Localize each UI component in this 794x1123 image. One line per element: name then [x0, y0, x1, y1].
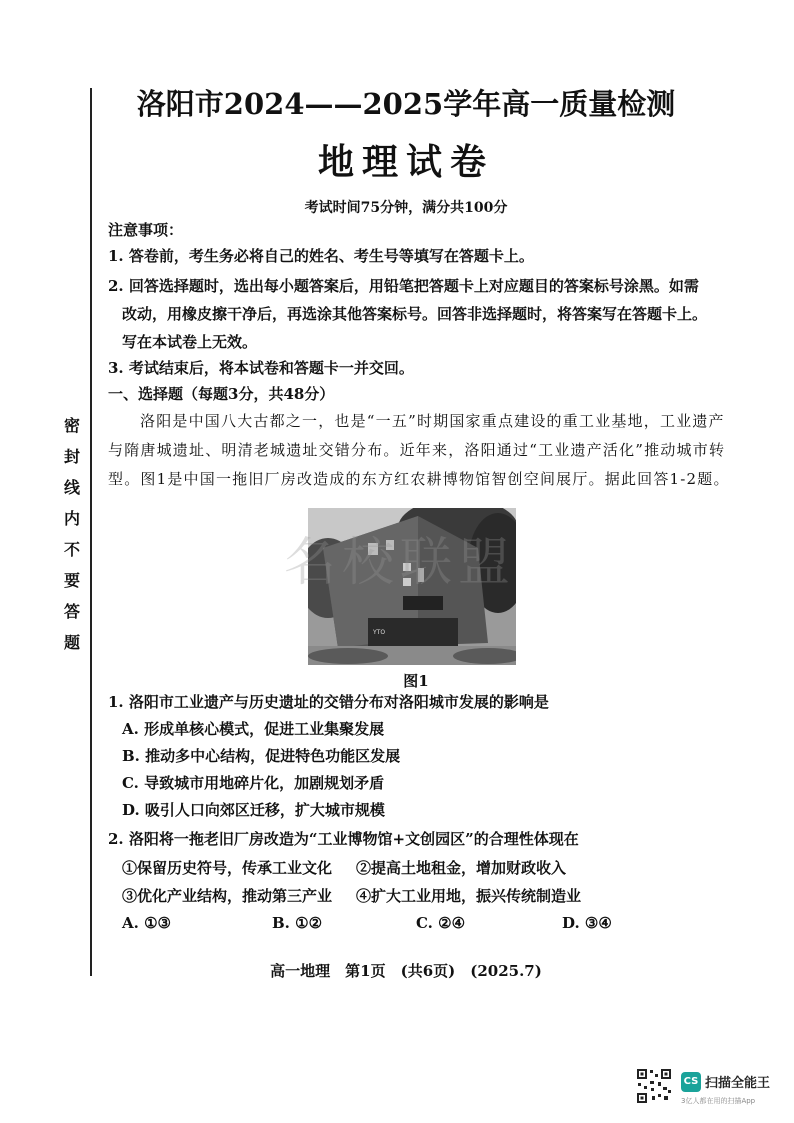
answer-option: D. 吸引人口向郊区迁移，扩大城市规模 [122, 801, 385, 819]
notes-heading: 注意事项： [108, 221, 184, 239]
entrance-sign-text: YTO [373, 629, 386, 636]
answer-choice: D. ③④ [562, 914, 612, 932]
seal-warning-text [62, 410, 82, 658]
seal-char: 题 [63, 633, 80, 652]
note-item: 1. 答卷前，考生务必将自己的姓名、考生号等填写在答题卡上。 [108, 247, 534, 265]
watermark-text: 名校联盟 [283, 533, 516, 593]
binding-line [90, 88, 92, 976]
question-stem: 2. 洛阳将一拖老旧厂房改造为“工业博物馆+文创园区”的合理性体现在 [108, 830, 579, 848]
question-stem: 1. 洛阳市工业遗产与历史遗址的交错分布对洛阳城市发展的影响是 [108, 693, 549, 711]
note-item: 改动，用橡皮擦干净后，再选涂其他答案标号。回答非选择题时，将答案写在答题卡上。 [122, 305, 708, 323]
camscanner-logo-icon: CS [681, 1072, 701, 1092]
passage-line: 型。图1是中国一拖旧厂房改造成的东方红农耕博物馆智创空间展厅。据此回答1-2题。 [108, 470, 730, 488]
seal-char: 要 [63, 571, 80, 590]
seal-char: 密 [63, 416, 80, 435]
scanner-brand: 扫描全能王 [705, 1076, 771, 1091]
passage-line: 与隋唐城遗址、明清老城遗址交错分布。近年来，洛阳通过“工业遗产活化”推动城市转 [108, 441, 726, 459]
section-heading: 一、选择题（每题3分，共48分） [108, 385, 335, 403]
qr-code-icon [636, 1068, 672, 1104]
seal-char: 线 [63, 478, 80, 497]
seal-char: 不 [63, 540, 80, 559]
seal-char: 内 [63, 509, 80, 528]
note-item: 写在本试卷上无效。 [122, 333, 258, 351]
exam-title: 洛阳市2024——2025学年高一质量检测 [136, 87, 676, 121]
answer-option: A. 形成单核心模式，促进工业集聚发展 [122, 720, 385, 738]
seal-char: 答 [63, 602, 80, 621]
statement-item: ①保留历史符号，传承工业文化 [122, 859, 333, 877]
page-footer: 高一地理 第1页 (共6页) (2025.7) [270, 962, 542, 980]
answer-choice: B. ①② [272, 914, 323, 932]
note-item: 3. 考试结束后，将本试卷和答题卡一并交回。 [108, 359, 414, 377]
answer-option: C. 导致城市用地碎片化，加剧规划矛盾 [122, 774, 385, 792]
statement-item: ③优化产业结构，推动第三产业 [122, 887, 333, 905]
exam-subject: 地理试卷 [317, 141, 494, 183]
figure-caption: 图1 [403, 672, 429, 690]
seal-char: 封 [63, 447, 80, 466]
answer-option: B. 推动多中心结构，促进特色功能区发展 [122, 747, 401, 765]
statement-item: ④扩大工业用地，振兴传统制造业 [356, 887, 582, 905]
passage-line: 洛阳是中国八大古都之一，也是“一五”时期国家重点建设的重工业基地，工业遗产 [140, 412, 725, 430]
answer-choice: A. ①③ [122, 914, 171, 932]
statement-item: ②提高土地租金，增加财政收入 [356, 859, 567, 877]
scanner-slogan: 3亿人都在用的扫描App [681, 1097, 756, 1105]
answer-choice: C. ②④ [416, 914, 466, 932]
note-item: 2. 回答选择题时，选出每小题答案后，用铅笔把答题卡上对应题目的答案标号涂黑。如需 [108, 277, 699, 295]
exam-info: 考试时间75分钟，满分共100分 [304, 200, 508, 216]
